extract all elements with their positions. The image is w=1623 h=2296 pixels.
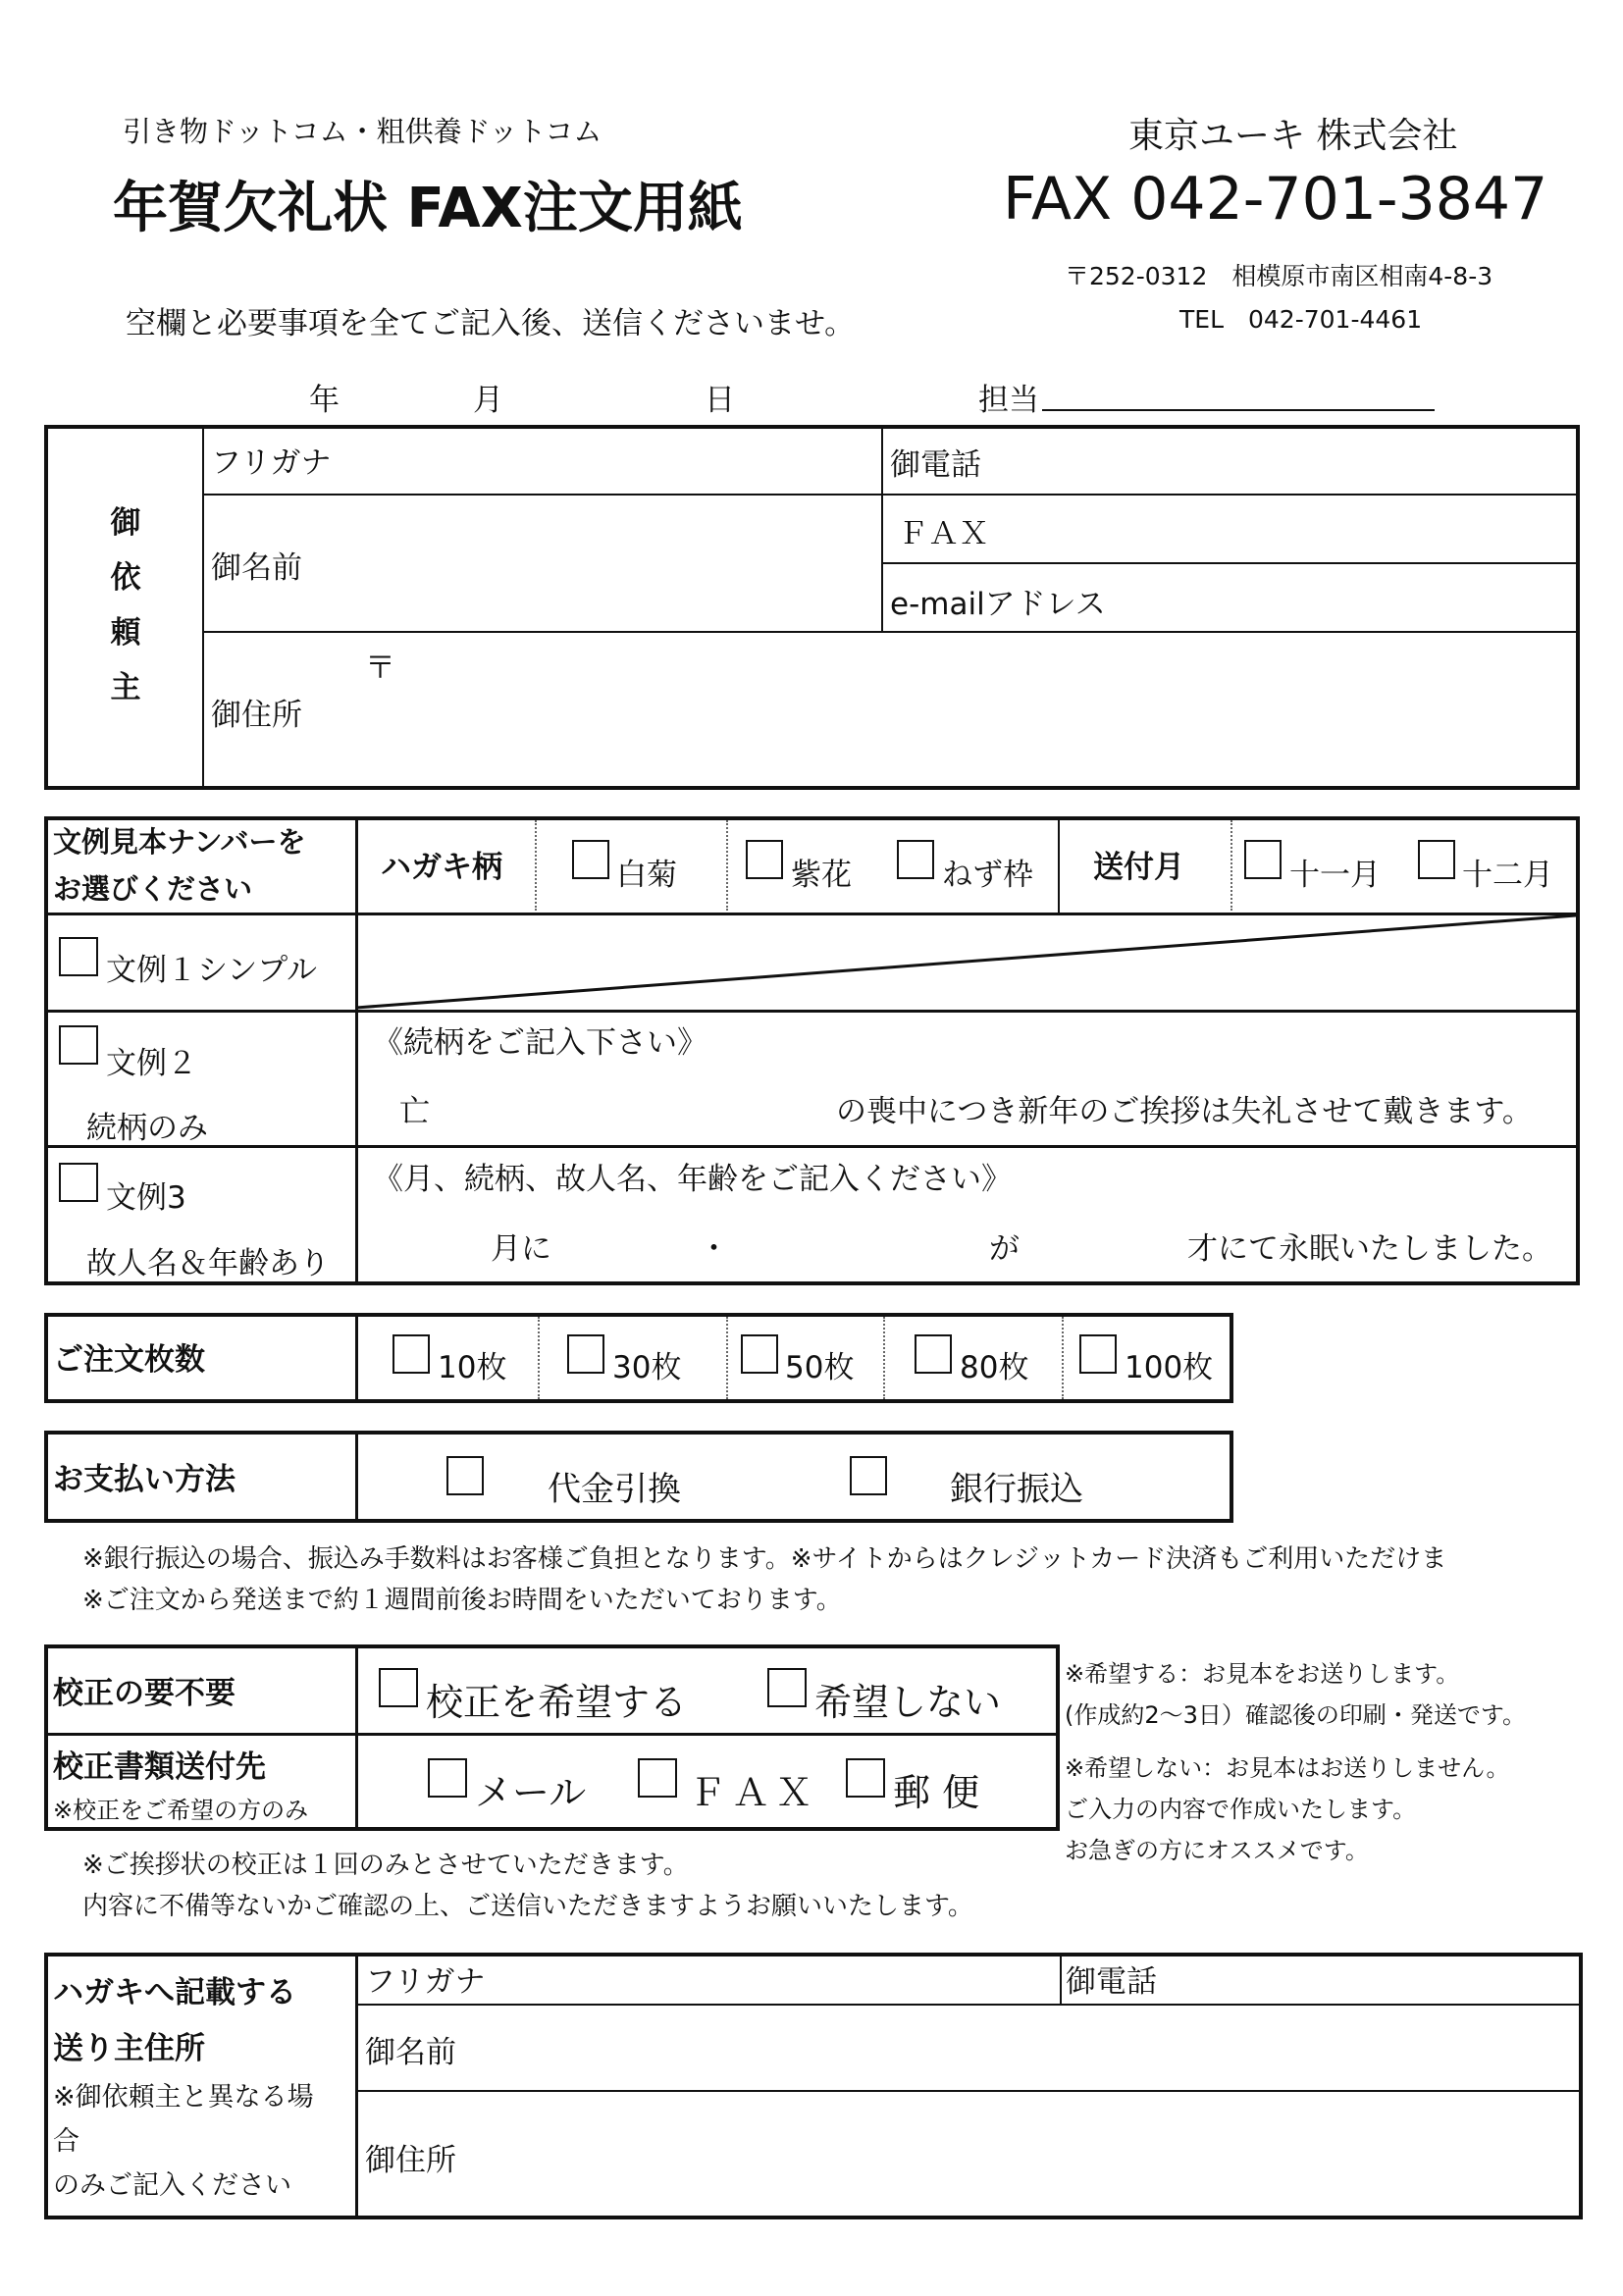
form-title: 年賀欠礼状 FAX注文用紙 (113, 177, 743, 240)
proof-post-checkbox[interactable] (846, 1758, 885, 1798)
sender-label-line1: ハガキへ記載する (53, 1975, 296, 2010)
qty-50-label: 50枚 (785, 1350, 855, 1385)
payment-note-2: ※ご注文から発送まで約１週間前後お時間をいただいております。 (82, 1586, 842, 1615)
sender-address-field[interactable]: 御住所 (365, 2143, 456, 2178)
proof-fax-checkbox[interactable] (638, 1758, 677, 1798)
proof-no-label: 希望しない (814, 1681, 1002, 1724)
sample3-ga: が (989, 1231, 1020, 1267)
sample1-diagonal-line (356, 913, 1579, 1010)
proof-want-checkbox[interactable] (379, 1668, 418, 1707)
client-furigana-field[interactable]: フリガナ (211, 445, 332, 481)
client-address-field[interactable]: 御住所 (211, 698, 302, 733)
proof-fax-label: ＦＡＸ (689, 1771, 819, 1814)
year-label: 年 (309, 383, 340, 418)
pattern-shiragiku-label: 白菊 (616, 858, 677, 893)
client-name-field[interactable]: 御名前 (211, 550, 302, 586)
month-label: 月 (473, 383, 503, 418)
sample3-text: 才にて永眠いたしました。 (1187, 1231, 1552, 1267)
sample1-label: 文例１シンプル (106, 953, 317, 988)
payment-note-1: ※銀行振込の場合、振込み手数料はお客様ご負担となります。※サイトからはクレジットカード決済もご利用いただけま (82, 1544, 1447, 1574)
sample3-label: 文例3 (106, 1180, 186, 1216)
payment-bank-label: 銀行振込 (950, 1470, 1083, 1509)
proof-mail-label: メール (475, 1771, 587, 1814)
sample3-hint: 《月、続柄、故人名、年齢をご記入ください》 (373, 1162, 1012, 1197)
shop-names: 引き物ドットコム・粗供養ドットコム (123, 115, 602, 148)
proof-note-1: ※ご挨拶状の校正は１回のみとさせていただきます。 (82, 1851, 689, 1880)
sample3-sublabel: 故人名＆年齢あり (86, 1246, 330, 1281)
sender-name-field[interactable]: 御名前 (365, 2035, 456, 2070)
sample2-checkbox[interactable] (59, 1025, 98, 1065)
client-postal-mark: 〒 (365, 651, 395, 686)
company-tel: TEL 042-701-4461 (1179, 305, 1423, 334)
client-fax-field[interactable]: ＦＡＸ (898, 516, 989, 551)
month-nov-label: 十一月 (1289, 858, 1381, 893)
proof-post-label: 郵 便 (893, 1771, 980, 1814)
sample2-text: の喪中につき新年のご挨拶は失礼させて戴きます。 (836, 1094, 1533, 1129)
sender-label-line2: 送り主住所 (53, 2031, 205, 2066)
staff-input-line[interactable] (1042, 409, 1435, 411)
proof-mail-checkbox[interactable] (428, 1758, 467, 1798)
proof-side-note-1: ※希望する：お見本をお送りします。 (1065, 1660, 1460, 1688)
pattern-shiragiku-checkbox[interactable] (572, 840, 609, 879)
proof-need-label: 校正の要不要 (53, 1676, 236, 1711)
proof-note-2: 内容に不備等ないかご確認の上、ご送信いただきますようお願いいたします。 (82, 1892, 973, 1921)
month-dec-label: 十二月 (1462, 858, 1553, 893)
sample1-checkbox[interactable] (59, 937, 98, 976)
payment-bank-checkbox[interactable] (850, 1456, 887, 1495)
proof-side-note-5: お急ぎの方にオススメです。 (1065, 1837, 1369, 1864)
instruction: 空欄と必要事項を全てご記入後、送信くださいませ。 (126, 306, 856, 341)
sample3-checkbox[interactable] (59, 1163, 98, 1202)
qty-100-label: 100枚 (1125, 1350, 1214, 1385)
quantity-label: ご注文枚数 (53, 1342, 205, 1378)
sample3-dot: ・ (699, 1231, 729, 1267)
fax-number: FAX 042-701-3847 (1003, 165, 1548, 234)
sample2-label: 文例２ (106, 1046, 197, 1081)
sample3-month-text: 月に (491, 1231, 551, 1267)
qty-80-checkbox[interactable] (915, 1334, 952, 1374)
proof-side-note-3: ※希望しない：お見本はお送りしません。 (1065, 1754, 1510, 1782)
qty-10-checkbox[interactable] (393, 1334, 430, 1374)
client-email-field[interactable]: e-mailアドレス (890, 587, 1106, 622)
sender-furigana-field[interactable]: フリガナ (365, 1964, 486, 2000)
payment-cod-label: 代金引換 (548, 1470, 681, 1509)
proof-send-label: 校正書類送付先 (53, 1749, 266, 1785)
company-address: 〒252-0312 相模原市南区相南4-8-3 (1065, 262, 1493, 290)
sample2-sublabel: 続柄のみ (86, 1111, 208, 1146)
sender-note-line2: 合 (53, 2126, 79, 2157)
proof-side-note-2: (作成約2～3日）確認後の印刷・発送です。 (1065, 1701, 1526, 1729)
pattern-murasakibana-label: 紫花 (791, 858, 852, 893)
pattern-murasakibana-checkbox[interactable] (746, 840, 783, 879)
sample2-deceased-mark: 亡 (399, 1094, 430, 1129)
qty-100-checkbox[interactable] (1079, 1334, 1117, 1374)
sender-note-line1: ※御依頼主と異なる場 (53, 2082, 314, 2113)
pattern-nezuwaku-checkbox[interactable] (897, 840, 934, 879)
company-name: 東京ユーキ 株式会社 (1128, 116, 1458, 156)
proof-want-label: 校正を希望する (426, 1681, 688, 1724)
payment-label: お支払い方法 (53, 1462, 236, 1497)
sample2-hint: 《続柄をご記入下さい》 (373, 1025, 707, 1061)
sender-note-line3: のみご記入ください (53, 2170, 291, 2201)
proof-send-sublabel: ※校正をご希望の方のみ (53, 1797, 309, 1824)
sample-heading-line1: 文例見本ナンバーを (53, 825, 306, 859)
qty-10-label: 10枚 (438, 1350, 507, 1385)
payment-cod-checkbox[interactable] (446, 1456, 484, 1495)
proof-side-note-4: ご入力の内容で作成いたします。 (1065, 1796, 1417, 1823)
month-nov-checkbox[interactable] (1244, 840, 1282, 879)
staff-label: 担当 (978, 383, 1039, 418)
qty-50-checkbox[interactable] (741, 1334, 778, 1374)
qty-80-label: 80枚 (960, 1350, 1029, 1385)
send-month-label: 送付月 (1093, 850, 1184, 885)
day-label: 日 (705, 383, 735, 418)
pattern-nezuwaku-label: ねず枠 (942, 858, 1033, 893)
sample2-relation-input[interactable] (442, 1079, 824, 1119)
client-phone-field[interactable]: 御電話 (890, 447, 981, 483)
qty-30-label: 30枚 (612, 1350, 682, 1385)
proof-no-checkbox[interactable] (767, 1668, 807, 1707)
qty-30-checkbox[interactable] (567, 1334, 604, 1374)
month-dec-checkbox[interactable] (1418, 840, 1455, 879)
sample-heading-line2: お選びください (53, 872, 253, 906)
client-label: 御 依 頼 主 (110, 505, 141, 705)
sender-phone-field[interactable]: 御電話 (1066, 1964, 1157, 2000)
card-pattern-label: ハガキ柄 (381, 850, 502, 885)
